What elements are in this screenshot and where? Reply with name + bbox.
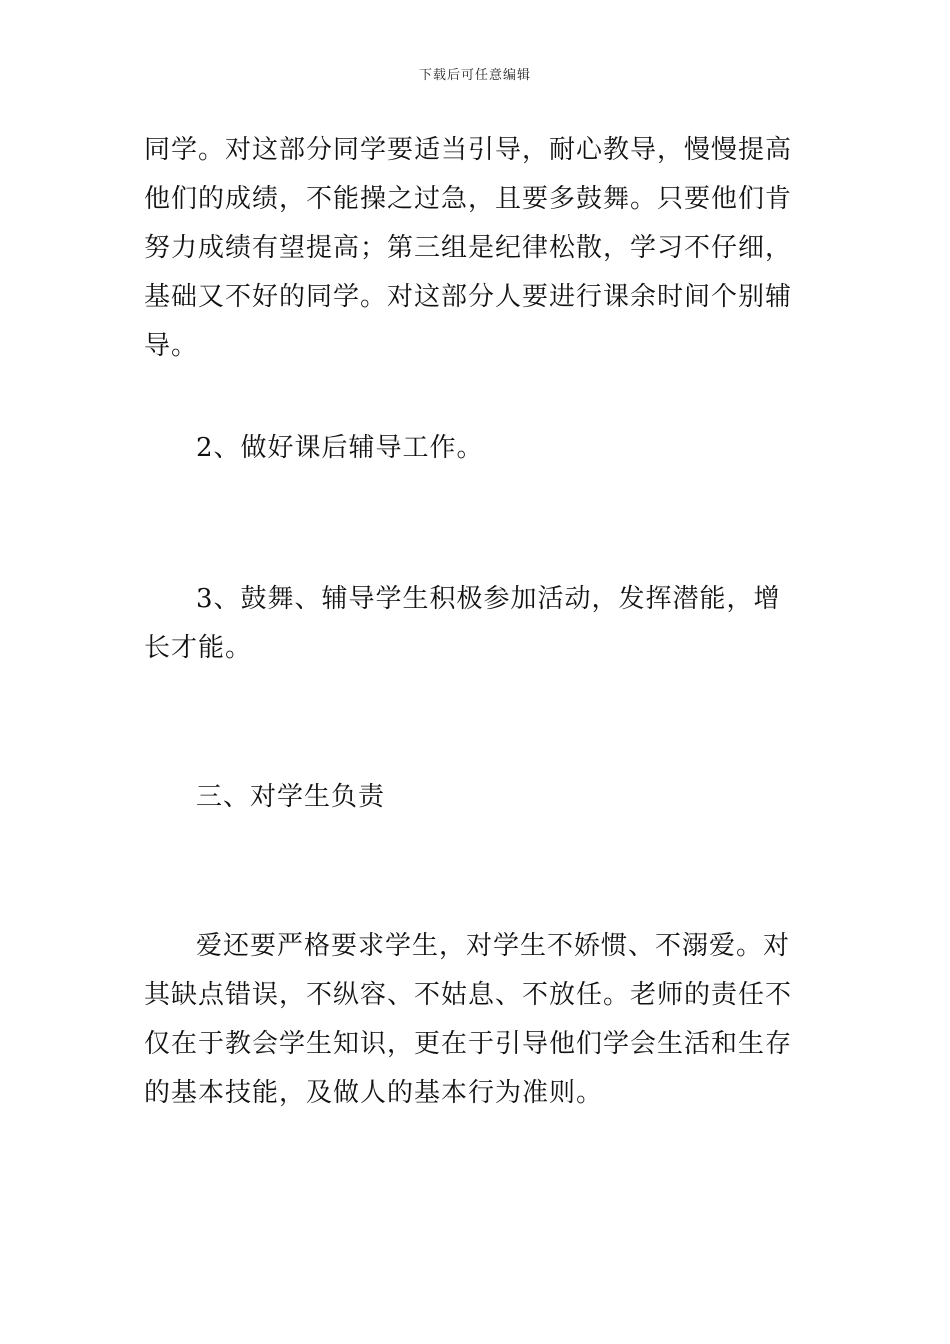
- section-heading: 三、对学生负责: [196, 782, 386, 812]
- paragraph-item-3: 3、鼓舞、辅导学生积极参加活动，发挥潜能，增长才能。: [144, 584, 781, 663]
- header-note: 下载后可任意编辑: [418, 68, 531, 83]
- paragraph-responsibility: 爱还要严格要求学生，对学生不娇惯、不溺爱。对其缺点错误，不纵容、不姑息、不放任。老师的责任不仅在于教会学生知识，更在于引导他们学会生活和生存的基本技能，及做人的基本行为准则。: [144, 931, 793, 1108]
- paragraph-item-2: 2、做好课后辅导工作。: [196, 433, 484, 463]
- paragraph-continuation: 同学。对这部分同学要适当引导，耐心教导，慢慢提高他们的成绩，不能操之过急，且要多鼓舞。只要他们肯努力成绩有望提高；第三组是纪律松散，学习不仔细，基础又不好的同学。对这部分人要进行课余时间个别辅导。: [144, 135, 793, 361]
